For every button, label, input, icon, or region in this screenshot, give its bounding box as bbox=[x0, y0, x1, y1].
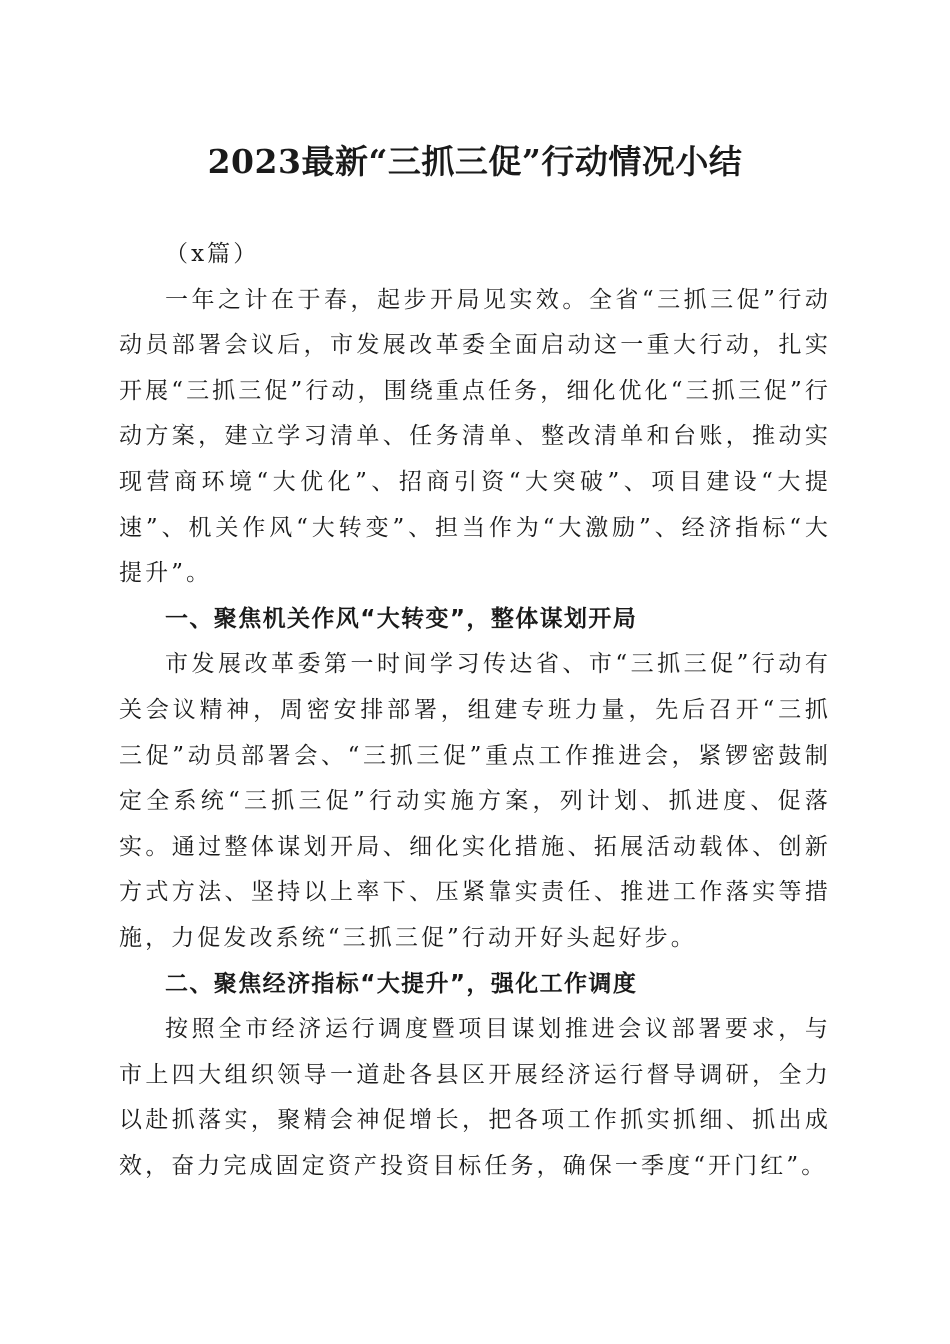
section-heading-2: 二、聚焦经济指标“大提升”，强化工作调度 bbox=[165, 970, 638, 997]
intro-paragraph: 一年之计在于春，起步开局见实效。全省“三抓三促”行动动员部署会议后，市发展改革委全面启动这一重大行动，扎实开展“三抓三促”行动，围绕重点任务，细化优化“三抓三促”行动方案，建立学习清单、任务清单、整改清单和台账，推动实现营商环境“大优化”、招商引资“大突破”、项目建设“大提速”、机关作风“大转变”、担当作为“大激励”、经济指标“大提升”。 bbox=[119, 286, 831, 587]
section-paragraph-2: 按照全市经济运行调度暨项目谋划推进会议部署要求，与市上四大组织领导一道赴各县区开展经济运行督导调研，全力以赴抓落实，聚精会神促增长，把各项工作抓实抓细、抓出成效，奋力完成固定资产投资目标任务，确保一季度“开门红”。 bbox=[119, 1016, 831, 1179]
document-title: 2023最新“三抓三促”行动情况小结 bbox=[207, 142, 743, 181]
article-note: （x篇） bbox=[165, 241, 260, 267]
section-paragraph-1: 市发展改革委第一时间学习传达省、市“三抓三促”行动有关会议精神，周密安排部署，组建专班力量，先后召开“三抓三促”动员部署会、“三抓三促”重点工作推进会，紧锣密鼓制定全系统“三抓三促”行动实施方案，列计划、抓进度、促落实。通过整体谋划开局、细化实化措施、拓展活动载体、创新方式方法、坚持以上率下、压紧靠实责任、推进工作落实等措施，力促发改系统“三抓三促”行动开好头起好步。 bbox=[119, 651, 831, 951]
document-body bbox=[119, 232, 831, 1189]
section-heading-1: 一、聚焦机关作风“大转变”，整体谋划开局 bbox=[165, 605, 638, 632]
